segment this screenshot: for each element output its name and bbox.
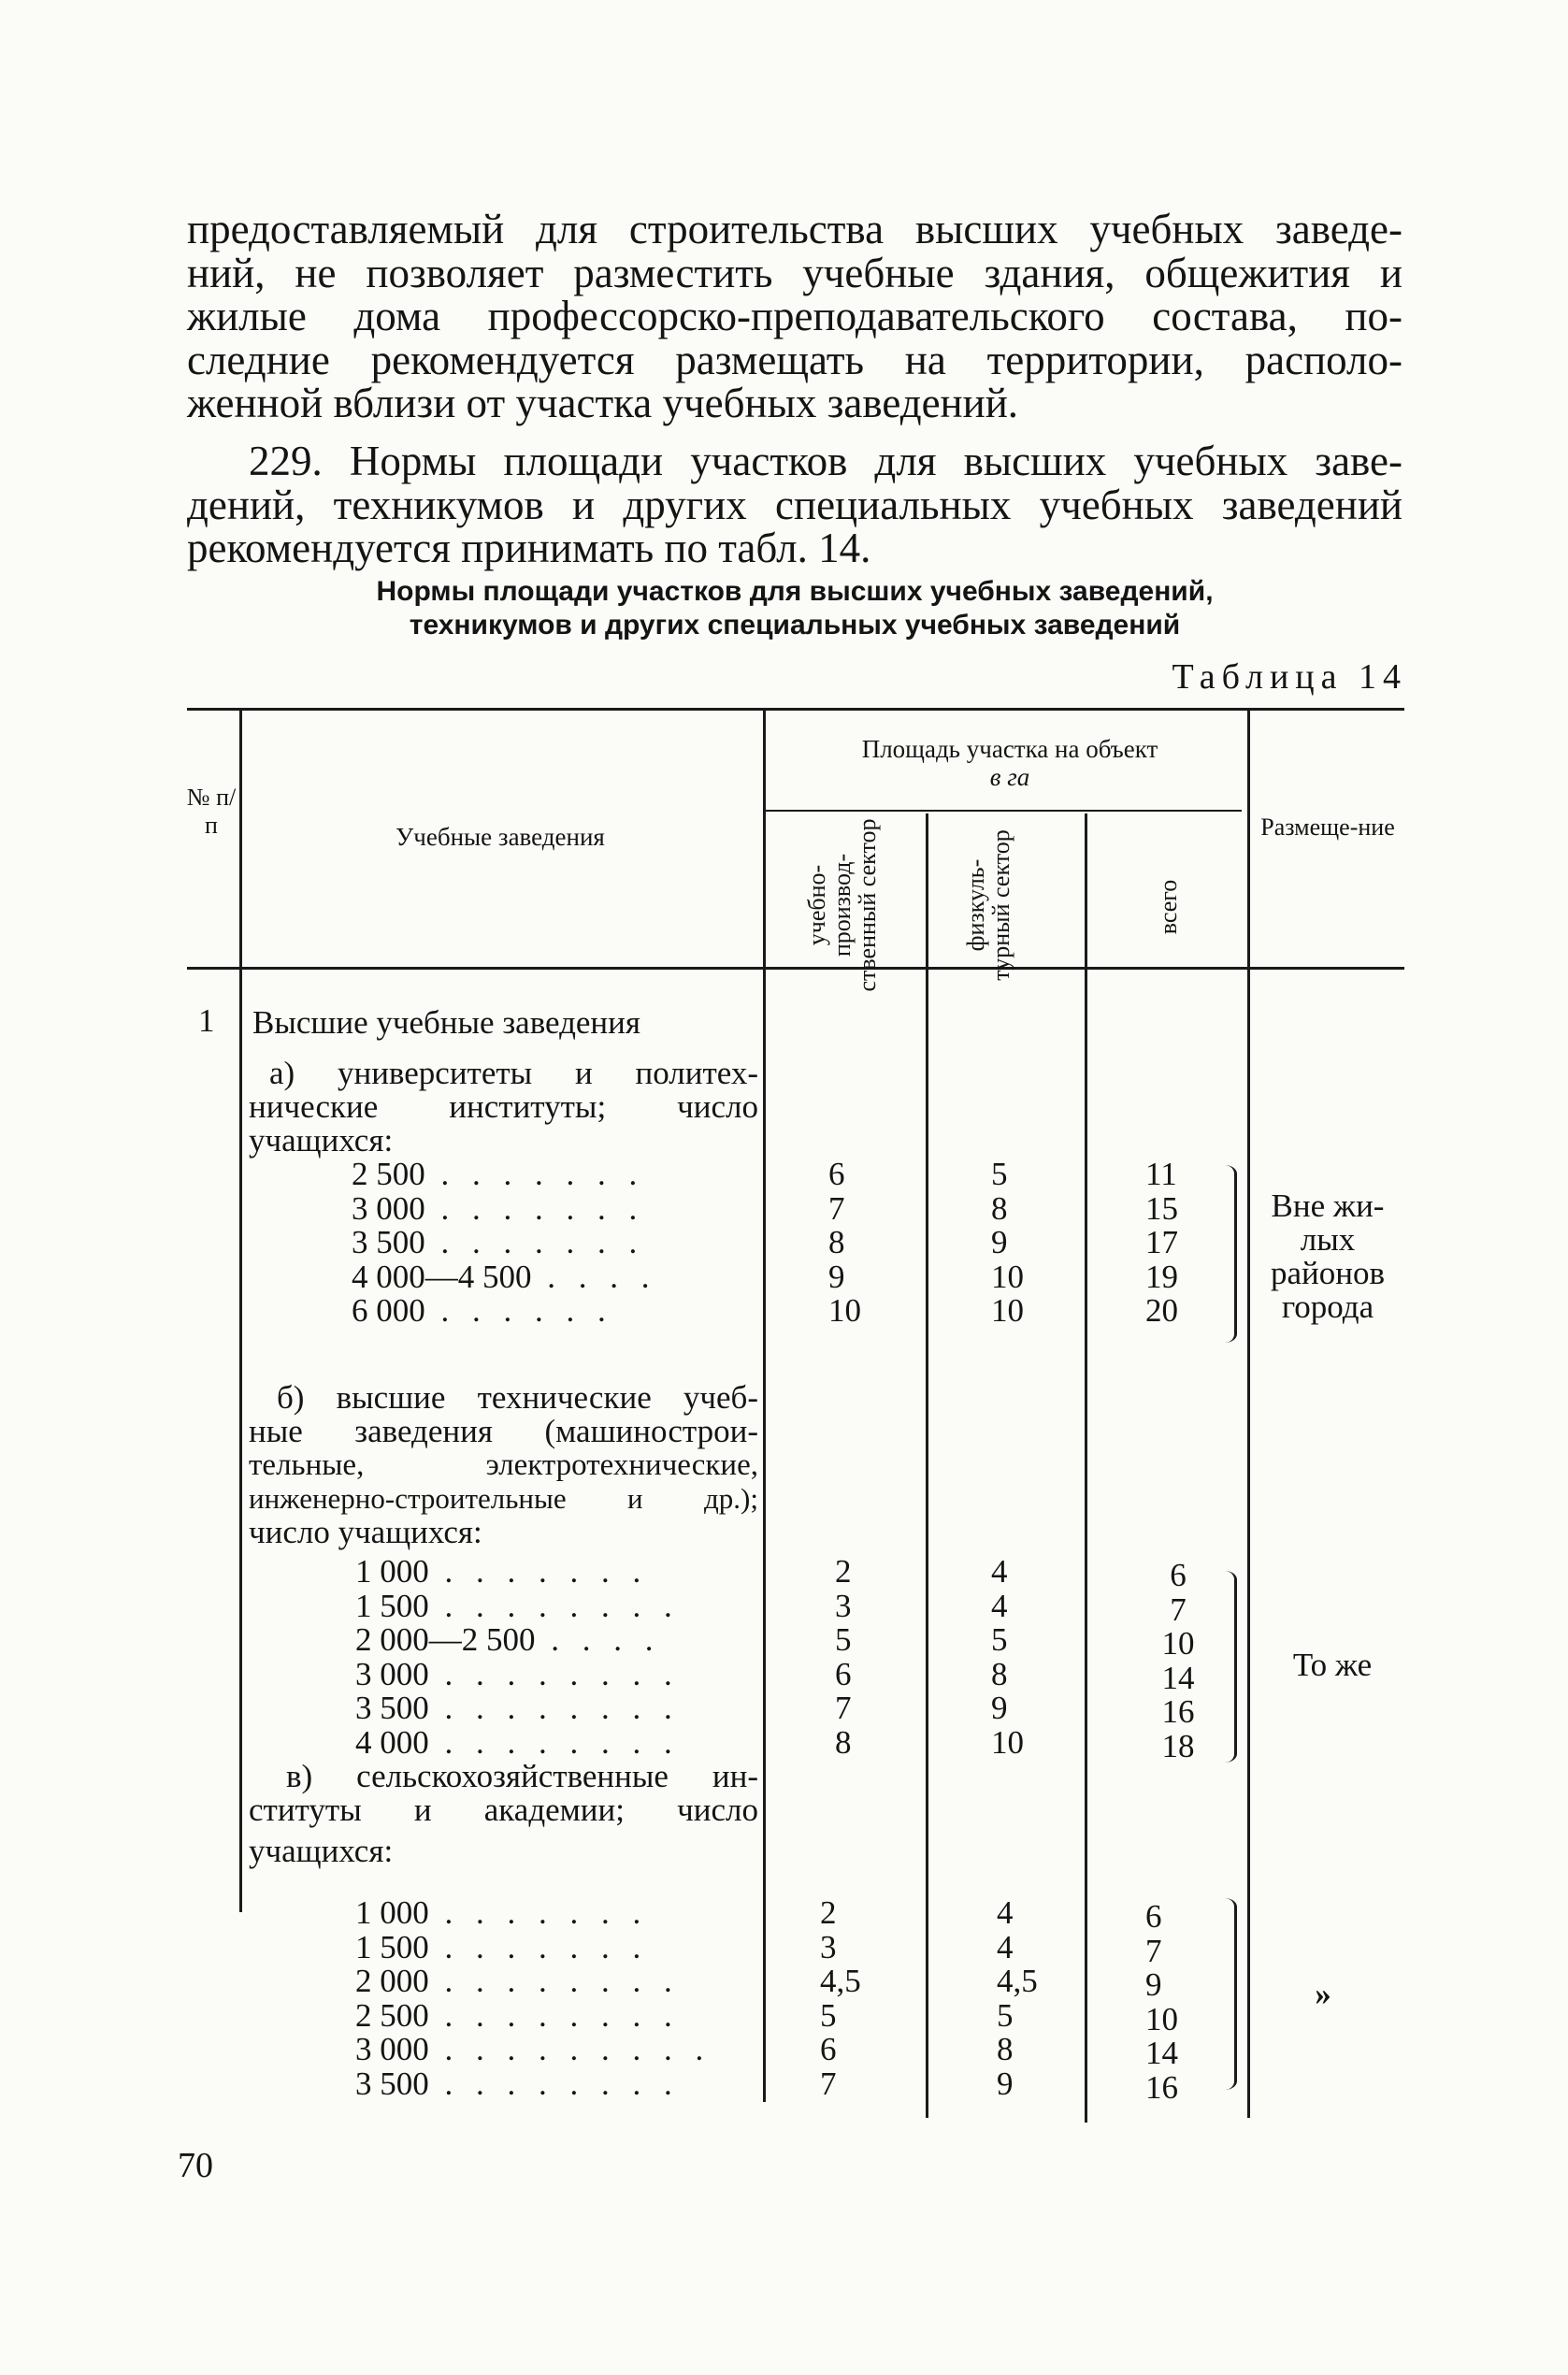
text-line: женной вблизи от участка учебных заведений. <box>187 380 1019 426</box>
section-b-prod: 2 3 5 6 7 8 <box>835 1553 852 1761</box>
row-number: 1 <box>198 1002 215 1039</box>
paragraph-229 <box>187 439 1403 570</box>
desc-line: б) высшие технические учеб- <box>277 1379 758 1416</box>
header-no: № п/п <box>186 784 237 839</box>
header-placement: Размеще-ние <box>1260 813 1395 841</box>
section-c-placement: » <box>1315 1976 1331 2012</box>
header-area-group: Площадь участка на объект <box>861 735 1158 763</box>
section-b-desc <box>249 1381 758 1549</box>
header-area-unit: в га <box>989 763 1030 791</box>
col-divider <box>1247 711 1250 2118</box>
brace-c <box>1225 1898 1237 2090</box>
section-a-placement: Вне жи- лых районов города <box>1270 1188 1386 1325</box>
header-prod-sector: учебно-производ-ственный сектор <box>803 818 881 992</box>
header-total: всего <box>1155 879 1182 935</box>
header-institutions: Учебные заведения <box>396 823 605 851</box>
section-b-placement: То же <box>1292 1647 1373 1683</box>
section-a-phys: 5 8 9 10 10 <box>991 1156 1024 1329</box>
section-b-total: 6 7 10 14 16 18 <box>1161 1557 1195 1764</box>
text-line: предоставляемый для строительства высших учебных заведе- <box>187 206 1403 252</box>
desc-line: ституты и академии; число <box>249 1792 758 1828</box>
page-number: 70 <box>178 2146 213 2185</box>
table-top-rule <box>187 708 1404 711</box>
section-a-desc <box>249 1057 758 1158</box>
section-a-total: 11 15 17 19 20 <box>1145 1156 1178 1329</box>
section-c-prod: 2 3 4,5 5 6 7 <box>820 1894 861 2102</box>
text-line: дений, техникумов и других специальных учебных заведений <box>187 481 1403 528</box>
desc-line: учащихся: <box>249 1122 394 1159</box>
group-title: Высшие учебные заведения <box>252 1004 640 1041</box>
header-phys-sector: физкуль-турный сектор <box>962 829 1014 981</box>
desc-line: нические институты; число <box>249 1088 758 1125</box>
section-c-total: 6 7 9 10 14 16 <box>1145 1898 1178 2106</box>
brace-a <box>1225 1165 1237 1343</box>
col-divider <box>1085 813 1087 2123</box>
desc-line: ные заведения (машинострои- <box>249 1413 758 1449</box>
section-a-students: 2 500 . . . . . . . 3 000 . . . . . . . 3 500 . . . . . . . 4 000—4 500 . . . . 6 000 . . . . . . <box>352 1156 657 1329</box>
section-c-students: 1 000 . . . . . . . 1 500 . . . . . . . 2 000 . . . . . . . . 2 500 . . . . . . . . 3 000 . . . . . . . . . 3 500 . . . . . . . . <box>355 1894 712 2102</box>
section-b-phys: 4 4 5 8 9 10 <box>991 1553 1024 1761</box>
table-title-line: Нормы площади участков для высших учебных заведений, <box>376 576 1214 607</box>
section-a-prod: 6 7 8 9 10 <box>828 1156 861 1329</box>
text-line: рекомендуется принимать по табл. 14. <box>187 525 871 571</box>
text-line: следние рекомендуется размещать на территории, располо- <box>187 336 1403 383</box>
table-number: Таблица 14 <box>1172 657 1407 697</box>
area-group-rule <box>765 810 1242 812</box>
text-line: ний, не позволяет разместить учебные здания, общежития и <box>187 249 1403 296</box>
brace-b <box>1225 1571 1237 1763</box>
intro-paragraph <box>187 208 1403 425</box>
section-b-students: 1 000 . . . . . . . 1 500 . . . . . . . . 2 000—2 500 . . . . 3 000 . . . . . . . . 3 500 . . . . . . . . 4 000 . . . . . . . . <box>355 1553 680 1761</box>
section-c-desc <box>249 1760 758 1868</box>
col-divider <box>239 711 242 1912</box>
desc-line: тельные, электротехнические, <box>249 1448 758 1482</box>
table-title-line: техникумов и других специальных учебных заведений <box>409 610 1181 641</box>
desc-line: инженерно-строительные и др.); <box>249 1482 758 1515</box>
col-divider <box>763 711 766 2102</box>
table-title <box>187 575 1403 642</box>
text-line: 229. Нормы площади участков для высших учебных заве- <box>249 438 1403 484</box>
desc-line: число учащихся: <box>249 1514 482 1550</box>
desc-line: учащихся: <box>249 1833 394 1869</box>
text-line: жилые дома профессорско-преподавательского состава, по- <box>187 293 1403 339</box>
col-divider <box>926 813 928 2118</box>
section-c-phys: 4 4 4,5 5 8 9 <box>997 1894 1038 2102</box>
desc-line: в) сельскохозяйственные ин- <box>286 1758 758 1794</box>
table-header-rule <box>187 967 1404 970</box>
desc-line: а) университеты и политех- <box>269 1055 758 1091</box>
